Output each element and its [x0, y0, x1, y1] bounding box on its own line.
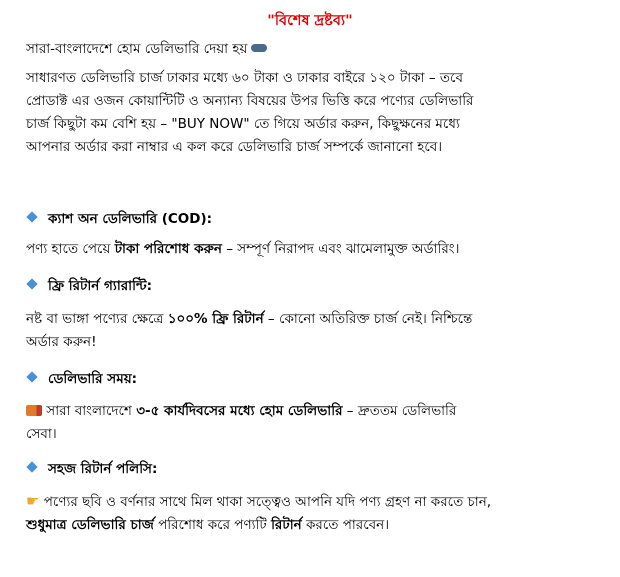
section-heading-free-return: ফ্রি রিটার্ন গ্যারান্টি:	[28, 275, 152, 298]
section-body-return-policy: ☛ পণ্যের ছবি ও বর্ণনার সাথে মিল থাকা সত্ত্বেও আপনি যদি পণ্য গ্রহণ না করতে চান, শুধুমাত্র ডেলিভারি চার্জ পরিশোধ করে পণ্যটি রিটার্ন করতে পারবেন।	[26, 492, 492, 533]
section-heading-delivery-time: ডেলিভারি সময়:	[28, 368, 137, 391]
emphasis-text: রিটার্ন	[271, 517, 302, 533]
delivery-notice	[26, 38, 611, 159]
section-body-cod: পণ্য হাতে পেয়ে টাকা পরিশোধ করুন – সম্পূর্ণ নিরাপদ এবং ঝামেলামুক্ত অর্ডারিং।	[26, 241, 460, 257]
emphasis-text: শুধুমাত্র ডেলিভারি চার্জ	[26, 517, 154, 533]
paragraph-line: আপনার অর্ডার করা নাম্বার এ কল করে ডেলিভারি চার্জ সম্পর্কে জানানো হবে।	[26, 139, 443, 155]
page-title: "বিশেষ দ্রষ্টব্য"	[267, 13, 353, 29]
emphasis-text: ১০০% ফ্রি রিটার্ন	[167, 311, 264, 327]
section-body-free-return: নষ্ট বা ভাঙ্গা পণ্যের ক্ষেত্রে ১০০% ফ্রি রিটার্ন – কোনো অতিরিক্ত চার্জ নেই। নিশ্চিন্তে অর্ডার করুন!	[26, 311, 473, 350]
diamond-bullet-icon	[26, 278, 37, 289]
diamond-bullet-icon	[26, 461, 37, 472]
delivery-charge-paragraph	[26, 67, 611, 159]
emphasis-text: ৩-৫ কার্যদিবসের মধ্যে হোম ডেলিভারি	[136, 403, 343, 419]
paragraph-line: সাধারণত ডেলিভারি চার্জ ঢাকার মধ্যে ৬০ টাকা ও ঢাকার বাইরে ১২০ টাকা – তবে	[26, 70, 463, 86]
section-body-delivery-time: সারা বাংলাদেশে ৩-৫ কার্যদিবসের মধ্যে হোম ডেলিভারি – দ্রুততম ডেলিভারি সেবা।	[26, 403, 457, 442]
diamond-bullet-icon	[26, 371, 37, 382]
paragraph-line: প্রোডাক্ট এর ওজন কোয়ান্টিটি ও অন্যান্য বিষয়ের উপর ভিত্তি করে পণ্যের ডেলিভারি	[26, 93, 474, 109]
diamond-bullet-icon	[26, 211, 37, 222]
pointing-hand-icon: ☛	[26, 492, 40, 510]
delivery-notice-headline: সারা-বাংলাদেশে হোম ডেলিভারি দেয়া হয়	[26, 41, 248, 57]
section-heading-cod: ক্যাশ অন ডেলিভারি (COD):	[28, 208, 212, 231]
motorbike-icon	[251, 44, 267, 52]
paragraph-line: চার্জ কিছুটা কম বেশি হয় – "BUY NOW" তে গিয়ে অর্ডার করুন, কিছুক্ষনের মধ্যে	[26, 116, 460, 132]
delivery-truck-icon	[26, 405, 42, 416]
section-heading-return-policy: সহজ রিটার্ন পলিসি:	[28, 458, 157, 481]
emphasis-text: টাকা পরিশোধ করুন	[114, 241, 222, 257]
